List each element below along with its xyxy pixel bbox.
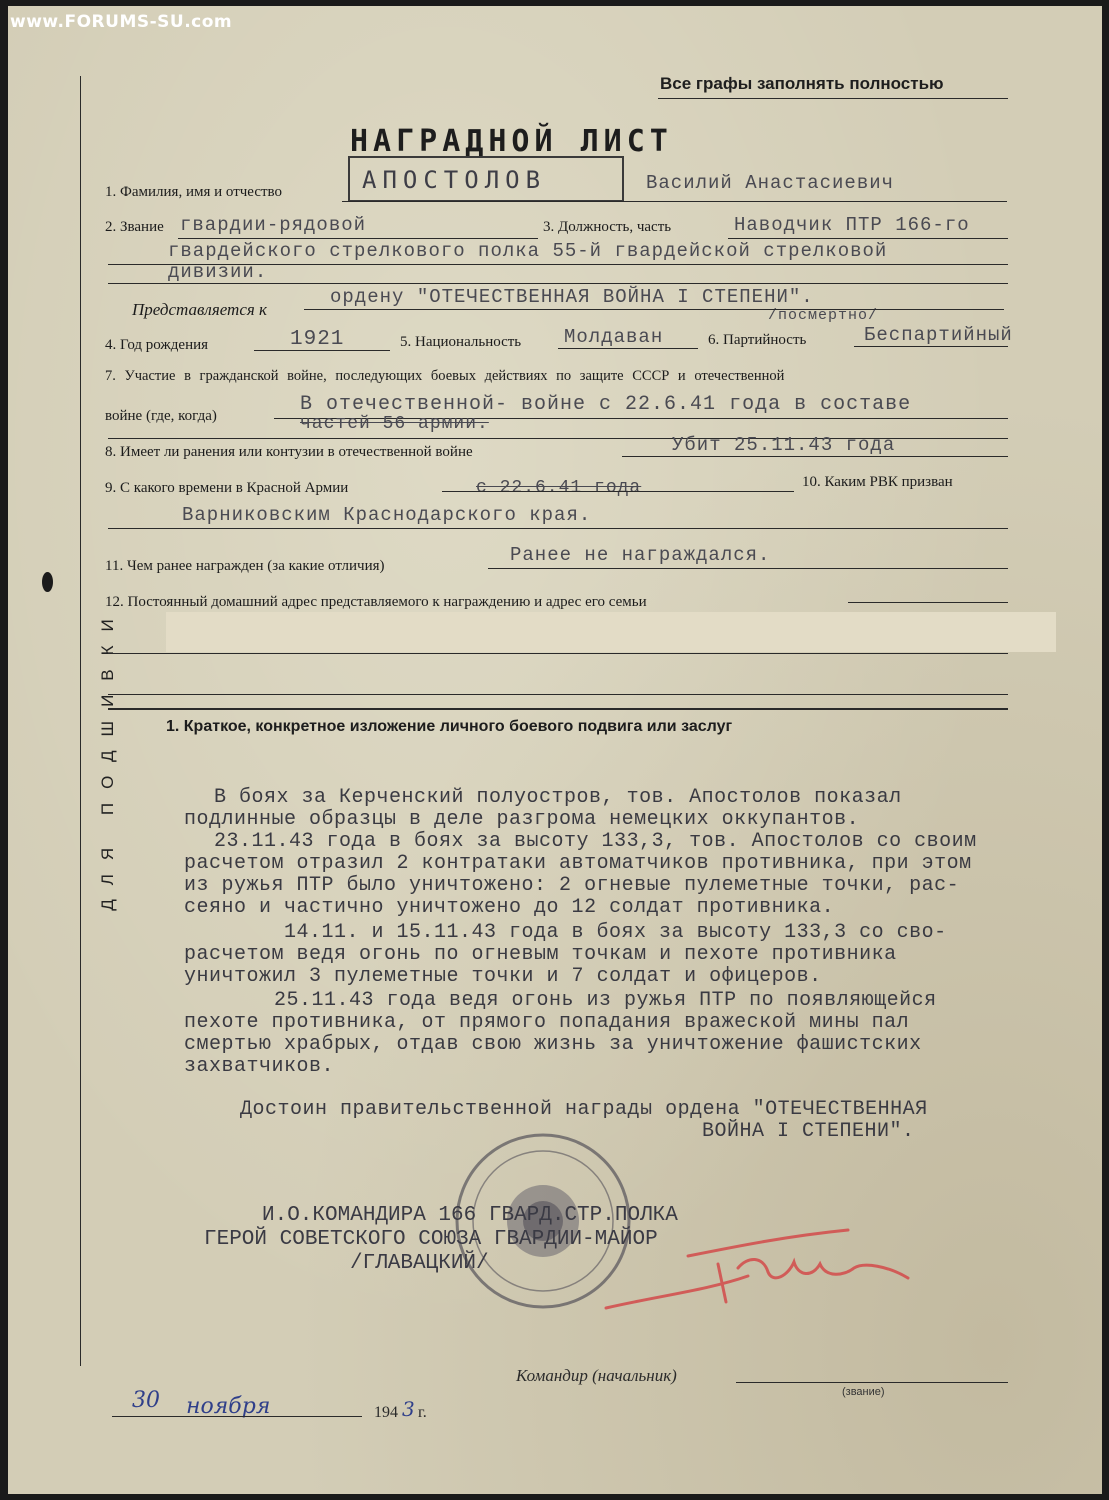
rank-caption: (звание) [842,1386,885,1398]
field-10-line [108,528,1008,529]
field-12-label: 12. Постоянный домашний адрес представляемого к награждению и адрес его семьи [105,594,647,610]
section-divider [108,708,1008,710]
field-9-line [442,491,794,492]
award-sheet [8,6,1102,1494]
signature-line-2: ГЕРОЙ СОВЕТСКОГО СОЮЗА ГВАРДИИ-МАЙОР [204,1228,658,1251]
field-1-line [342,201,1007,202]
draft-office: Варниковским Краснодарского края. [182,504,592,526]
field-5-label: 5. Национальность [400,334,522,350]
field-11-label: 11. Чем ранее награжден (за какие отличия) [105,558,385,574]
commander-label: Командир (начальник) [516,1366,677,1385]
field-3-line-3 [108,283,1008,284]
field-7-label-1: 7. Участие в гражданской войне, последующих боевых действиях по защите СССР и отечественной [105,368,785,384]
field-1-label: 1. Фамилия, имя и отчество [105,184,283,200]
narrative-line-10: 25.11.43 года ведя огонь из ружья ПТР по появляющейся [274,989,937,1012]
date-line [112,1416,362,1417]
field-5-line [558,348,698,349]
commander-signature [598,1216,918,1316]
field-10-label: 10. Каким РВК призван [802,474,953,490]
narrative-line-4: расчетом отразил 2 контратаки автоматчиков противника, при этом [184,852,972,875]
narrative-line-1: В боях за Керченский полуостров, тов. Апостолов показал [214,786,902,809]
field-8-label: 8. Имеет ли ранения или контузии в отечественной войне [105,444,473,460]
posthumous-note: /посмертно/ [768,307,879,324]
narrative-line-2: подлинные образцы в деле разгрома немецких оккупантов. [184,808,860,831]
field-6-label: 6. Партийность [708,332,807,348]
previous-awards: Ранее не награждался. [510,544,771,566]
nationality: Молдаван [564,326,664,348]
field-2-line [178,238,538,239]
rank-value: гвардии-рядовой [180,214,367,236]
field-4-line [254,350,390,351]
field-12-line [848,602,1008,603]
narrative-line-3: 23.11.43 года в боях за высоту 133,3, тов. Апостолов со своим [214,830,977,853]
date-day: 30 [132,1388,160,1413]
party-membership: Беспартийный [864,324,1013,346]
birth-year: 1921 [290,328,345,351]
watermark: www.FORUMS-SU.com [10,12,233,32]
signature-line-1: И.О.КОМАНДИРА 166 ГВАРД.СТР.ПОЛКА [262,1204,678,1227]
date-month: ноября [186,1394,271,1419]
narrative-line-6: сеяно и частично уничтожено до 12 солдат противника. [184,896,835,919]
fill-all-note: Все графы заполнять полностью [660,74,944,93]
document-title: НАГРАДНОЙ ЛИСТ [350,124,673,159]
narrative-line-9: уничтожил 3 пулеметные точки и 7 солдат и офицеров. [184,965,822,988]
date-year-digit: 3 [402,1397,415,1421]
first-and-patronymic: Василий Анастасиевич [646,172,895,194]
narrative-line-11: пехоте противника, от прямого попадания вражеской мины пал [184,1011,910,1034]
field-7-label-2: войне (где, когда) [105,408,217,424]
binding-hole [42,572,53,592]
field-6-line [854,346,1008,347]
field-4-label: 4. Год рождения [105,337,209,353]
date-year-prefix: 194 [374,1404,398,1421]
war-participation-1: В отечественной- войне с 22.6.41 года в составе [300,393,912,416]
field-2-label: 2. Звание [105,219,164,235]
position-value-1: Наводчик ПТР 166-го [734,214,970,236]
surname: АПОСТОЛОВ [362,166,547,194]
commander-line [736,1382,1008,1383]
binding-margin-line [80,76,81,1366]
signature-line-3: /ГЛАВАЦКИЙ/ [350,1252,489,1275]
narrative-line-7: 14.11. и 15.11.43 года в боях за высоту 133,3 со сво- [284,921,947,944]
presented-line [304,309,1004,310]
field-9-label: 9. С какого времени в Красной Армии [105,480,349,496]
section-heading: 1. Краткое, конкретное изложение личного боевого подвига или заслуг [166,718,733,735]
field-12-line-2 [108,653,1008,654]
wounds-value: Убит 25.11.43 года [672,434,896,456]
narrative-line-12: смертью храбрых, отдав свою жизнь за уничтожение фашистских [184,1033,922,1056]
conclusion-line-1: Достоин правительственной награды ордена "ОТЕЧЕСТВЕННАЯ [240,1098,928,1121]
army-since: с 22.6.41 года [476,478,642,498]
date-year-suffix: г. [418,1404,427,1421]
position-value-2: гвардейского стрелкового полка 55-й гвардейской стрелковой [168,240,888,262]
field-8-line [622,456,1008,457]
narrative-line-5: из ружья ПТР было уничтожено: 2 огневые пулеметные точки, рас- [184,874,960,897]
binding-side-label: ДЛЯ ПОДШИВКИ [98,605,117,911]
redacted-address [166,612,1056,652]
conclusion-line-2: ВОЙНА I СТЕПЕНИ". [702,1120,915,1143]
war-participation-2: частей 56 армии. [300,414,489,434]
field-3-label: 3. Должность, часть [543,219,672,235]
narrative-line-8: расчетом ведя огонь по огневым точкам и пехоте противника [184,943,897,966]
narrative-line-13: захватчиков. [184,1055,335,1078]
presented-to-label: Представляется к [132,300,267,319]
field-12-line-3 [108,694,1008,695]
position-value-3: дивизии. [168,261,268,283]
field-3-line [728,238,1008,239]
field-11-line [488,568,1008,569]
presented-award: ордену "ОТЕЧЕСТВЕННАЯ ВОЙНА I СТЕПЕНИ". [330,286,814,308]
note-underline [658,98,1008,99]
